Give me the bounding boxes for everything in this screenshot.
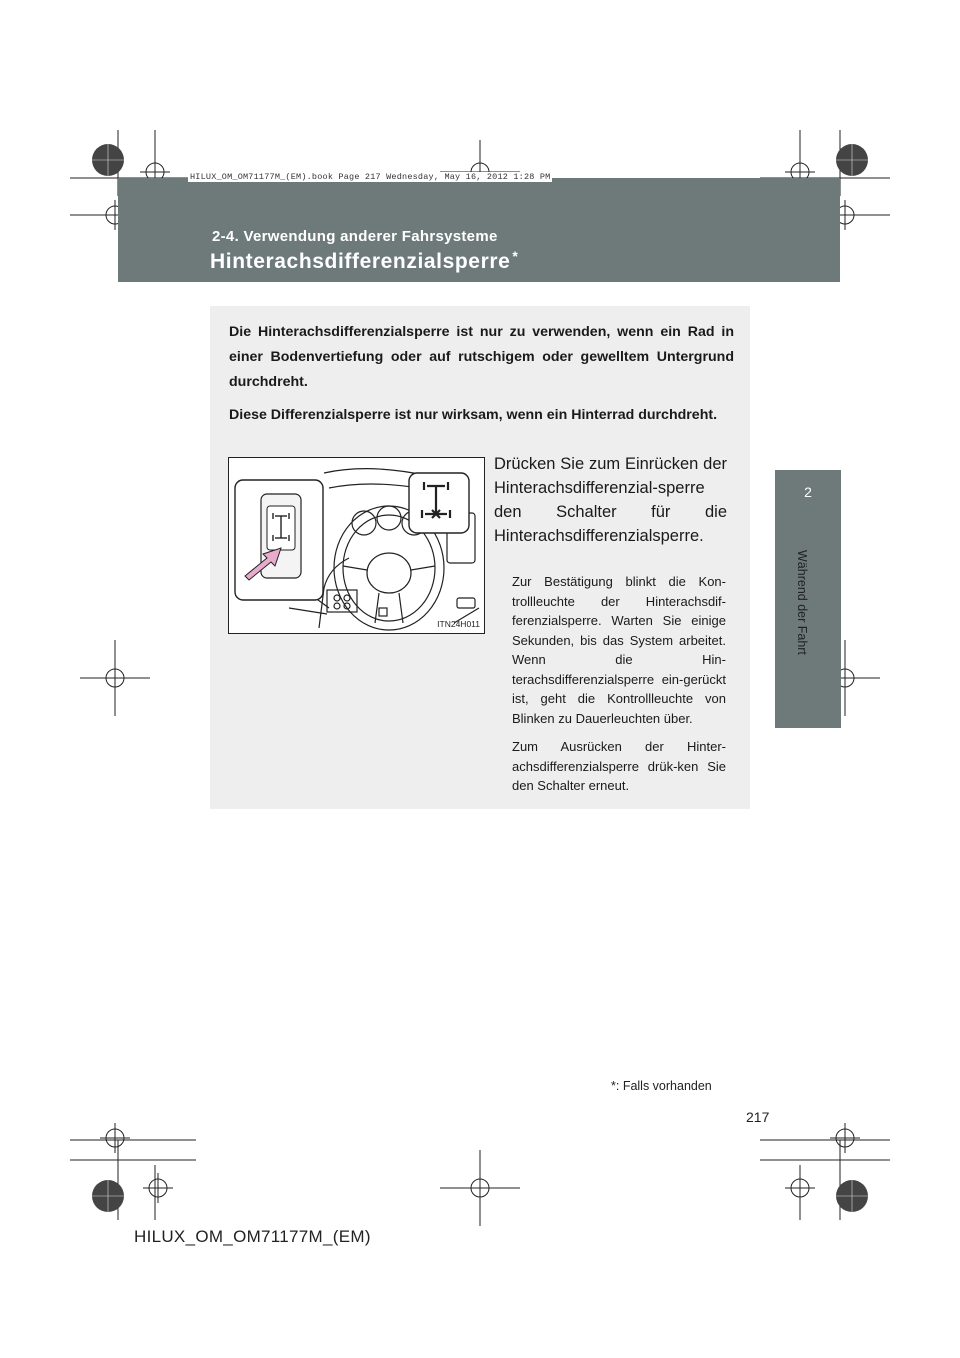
intro-text (229, 320, 734, 436)
availability-marker: * (512, 248, 519, 264)
intro-paragraph: Diese Differenzialsperre ist nur wirksam, wenn ein Hinterrad durchdreht. (229, 407, 718, 423)
book-stamp: HILUX_OM_OM71177M_(EM).book Page 217 Wednesday, May 16, 2012 1:28 PM (190, 172, 551, 182)
instruction-note: Zum Ausrücken der Hinter-achsdifferenzialsperre drük-ken Sie den Schalter erneut. (512, 739, 726, 793)
instruction-note: Zur Bestätigung blinkt die Kon-trollleuchte der Hinterachsdif-ferenzialsperre. Warten Sie einige Sekunden, bis das System arbeitet. Wenn die Hin-terachsdifferenzialsperre ein-gerückt ist, geht die Kontrollleuchte von Blinken zu Dauerleuchten über. (512, 574, 726, 726)
instruction-step: Drücken Sie zum Einrücken der Hinterachsdifferenzial-sperre den Schalter für die Hinterachsdifferenzialsperre. (494, 455, 727, 545)
page-title-text: Hinterachsdifferenzialsperre (210, 250, 511, 273)
steering-wheel-drawing (229, 458, 484, 633)
page-number: 217 (746, 1109, 770, 1125)
footnote (611, 1079, 712, 1093)
dashboard-illustration (228, 457, 485, 634)
indicator-callout (409, 473, 469, 533)
intro-paragraph: Die Hinterachsdifferenzialsperre ist nur zu verwenden, wenn ein Rad in einer Bodenvertiefung oder auf rutschigem oder gewelltem Untergrund durchdreht. (229, 324, 734, 390)
chapter-label: Während der Fahrt (795, 550, 809, 655)
section-label: 2-4. Verwendung anderer Fahrsysteme (212, 228, 498, 245)
footnote-marker: * (611, 1079, 616, 1093)
footnote-text: : Falls vorhanden (615, 1079, 712, 1093)
figure-code: ITN24H011 (437, 619, 480, 629)
chapter-number: 2 (804, 484, 812, 500)
document-id: HILUX_OM_OM71177M_(EM) (134, 1227, 371, 1246)
page-title (210, 250, 518, 274)
